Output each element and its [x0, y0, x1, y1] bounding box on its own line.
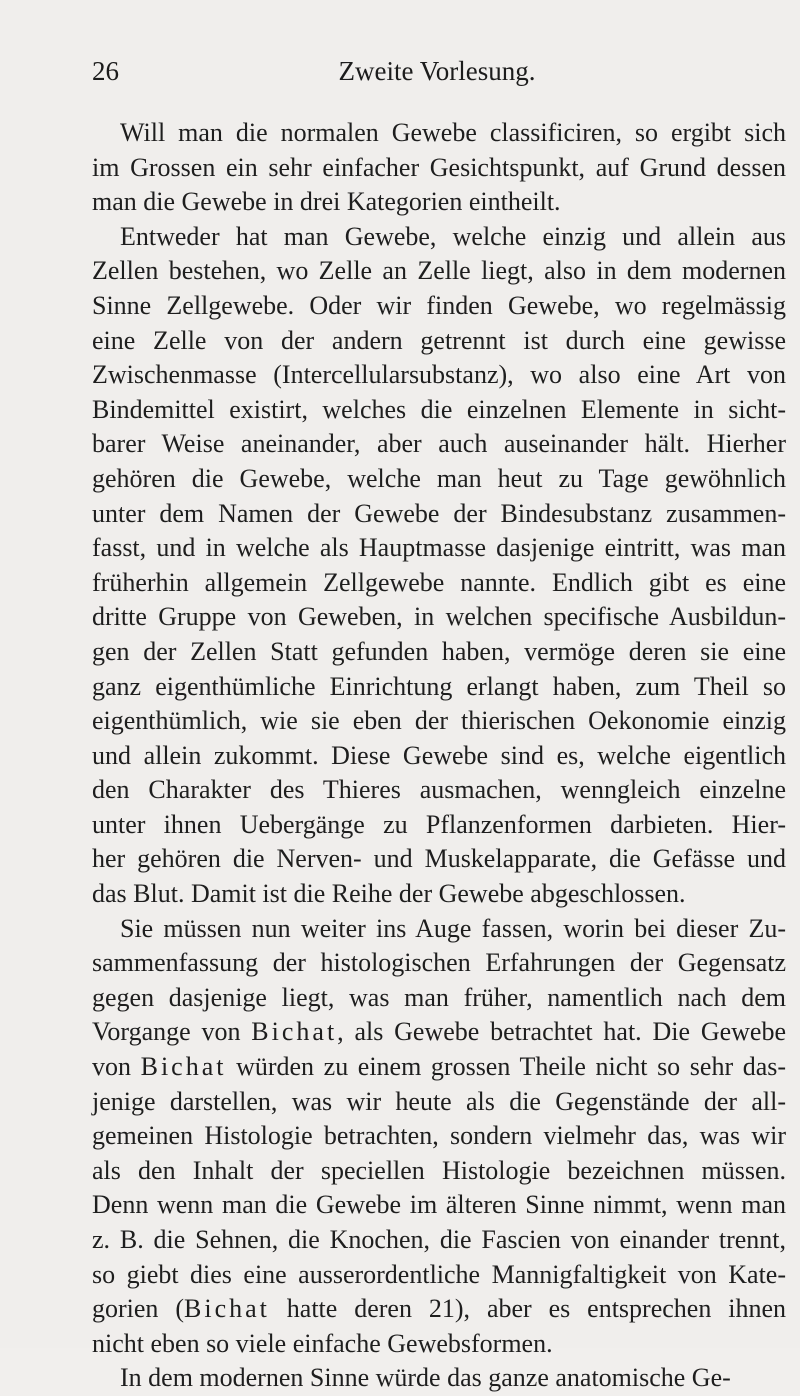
text-line: jenige darstellen, was wir heute als die Gegenstände der all-	[92, 1086, 786, 1116]
text-line: In dem modernen Sinne würde das ganze anatomische Ge-	[120, 1363, 731, 1393]
text-line: Will man die normalen Gewebe classificiren, so ergibt sich	[120, 118, 786, 147]
text-line: ganz eigenthümliche Einrichtung erlangt haben, zum Theil so	[92, 671, 786, 701]
text-line: und allein zukommt. Diese Gewebe sind es, welche eigentlich	[92, 740, 786, 770]
paragraph	[92, 116, 786, 220]
paragraph	[92, 912, 786, 1362]
paragraph	[92, 220, 786, 912]
text-line: sammenfassung der histologischen Erfahrungen der Gegensatz	[92, 948, 786, 978]
text-line: den Charakter des Thieres ausmachen, wenngleich einzelne	[92, 775, 786, 805]
spaced-name: Bichat	[140, 1052, 227, 1082]
page-number: 26	[92, 56, 119, 86]
text-line: fasst, und in welche als Hauptmasse dasjenige eintritt, was man	[92, 533, 786, 563]
text-line: dritte Gruppe von Geweben, in welchen specifische Ausbildun-	[92, 602, 786, 632]
text-line: unter dem Namen der Gewebe der Bindesubstanz zusammen-	[92, 498, 786, 528]
text-line: Zellen bestehen, wo Zelle an Zelle liegt, also in dem modernen	[92, 256, 786, 286]
text-line: eine Zelle von der andern getrennt ist durch eine gewisse	[92, 325, 786, 355]
text-segment: von	[92, 1052, 141, 1082]
text-segment: würden zu einem grossen Theile nicht so sehr das-	[226, 1052, 787, 1082]
text-line: das Blut. Damit ist die Reihe der Gewebe abgeschlossen.	[92, 879, 686, 909]
text-line: z. B. die Sehnen, die Knochen, die Fascien von einander trennt,	[92, 1225, 786, 1254]
text-line: Entweder hat man Gewebe, welche einzig und allein aus	[120, 221, 786, 251]
text-line: früherhin allgemein Zellgewebe nannte. Endlich gibt es eine	[92, 567, 786, 597]
text-line: Bindemittel existirt, welches die einzelnen Elemente in sicht-	[92, 394, 786, 424]
text-line: gen der Zellen Statt gefunden haben, vermöge deren sie eine	[92, 636, 786, 666]
text-line: eigenthümlich, wie sie eben der thierischen Oekonomie einzig	[92, 706, 786, 736]
text-line	[92, 1050, 786, 1085]
text-line: so giebt dies eine ausserordentliche Mannigfaltigkeit von Kate-	[92, 1259, 786, 1289]
text-line: barer Weise aneinander, aber auch auseinander hält. Hierher	[92, 429, 786, 459]
text-line: Sinne Zellgewebe. Oder wir finden Gewebe, wo regelmässig	[92, 290, 786, 320]
text-line: Sie müssen nun weiter ins Auge fassen, worin bei dieser Zu-	[120, 913, 786, 943]
text-line: Zwischenmasse (Intercellularsubstanz), wo also eine Art von	[92, 360, 786, 390]
text-line: unter ihnen Uebergänge zu Pflanzenformen darbieten. Hier-	[92, 809, 786, 839]
text-line: als den Inhalt der speciellen Histologie bezeichnen müssen.	[92, 1155, 786, 1185]
text-line: nicht eben so viele einfache Gewebsformen.	[92, 1328, 553, 1358]
text-line: man die Gewebe in drei Kategorien eintheilt.	[92, 187, 561, 217]
paragraph	[92, 1361, 786, 1396]
spaced-name: Bichat	[251, 1017, 338, 1047]
text-segment: gorien (	[92, 1294, 184, 1324]
body-text	[92, 116, 786, 1396]
page-header	[92, 56, 782, 96]
spaced-name: Bichat	[184, 1294, 270, 1324]
text-line	[92, 1015, 786, 1050]
text-line: her gehören die Nerven- und Muskelapparate, die Gefässe und	[92, 844, 786, 874]
text-segment: , als Gewebe betrachtet hat. Die Gewebe	[337, 1017, 786, 1047]
text-segment: Vorgange von	[92, 1017, 252, 1047]
text-line	[92, 1292, 786, 1327]
text-line: im Grossen ein sehr einfacher Gesichtspunkt, auf Grund dessen	[92, 152, 786, 182]
text-line: gehören die Gewebe, welche man heut zu Tage gewöhnlich	[92, 463, 786, 493]
text-segment: hatte deren 21), aber es entsprechen ihnen	[269, 1294, 786, 1324]
text-line: gegen dasjenige liegt, was man früher, namentlich nach dem	[92, 982, 786, 1012]
text-line: gemeinen Histologie betrachten, sondern vielmehr das, was wir	[92, 1121, 786, 1151]
running-title: Zweite Vorlesung.	[338, 56, 536, 86]
text-line: Denn wenn man die Gewebe im älteren Sinne nimmt, wenn man	[92, 1190, 786, 1220]
